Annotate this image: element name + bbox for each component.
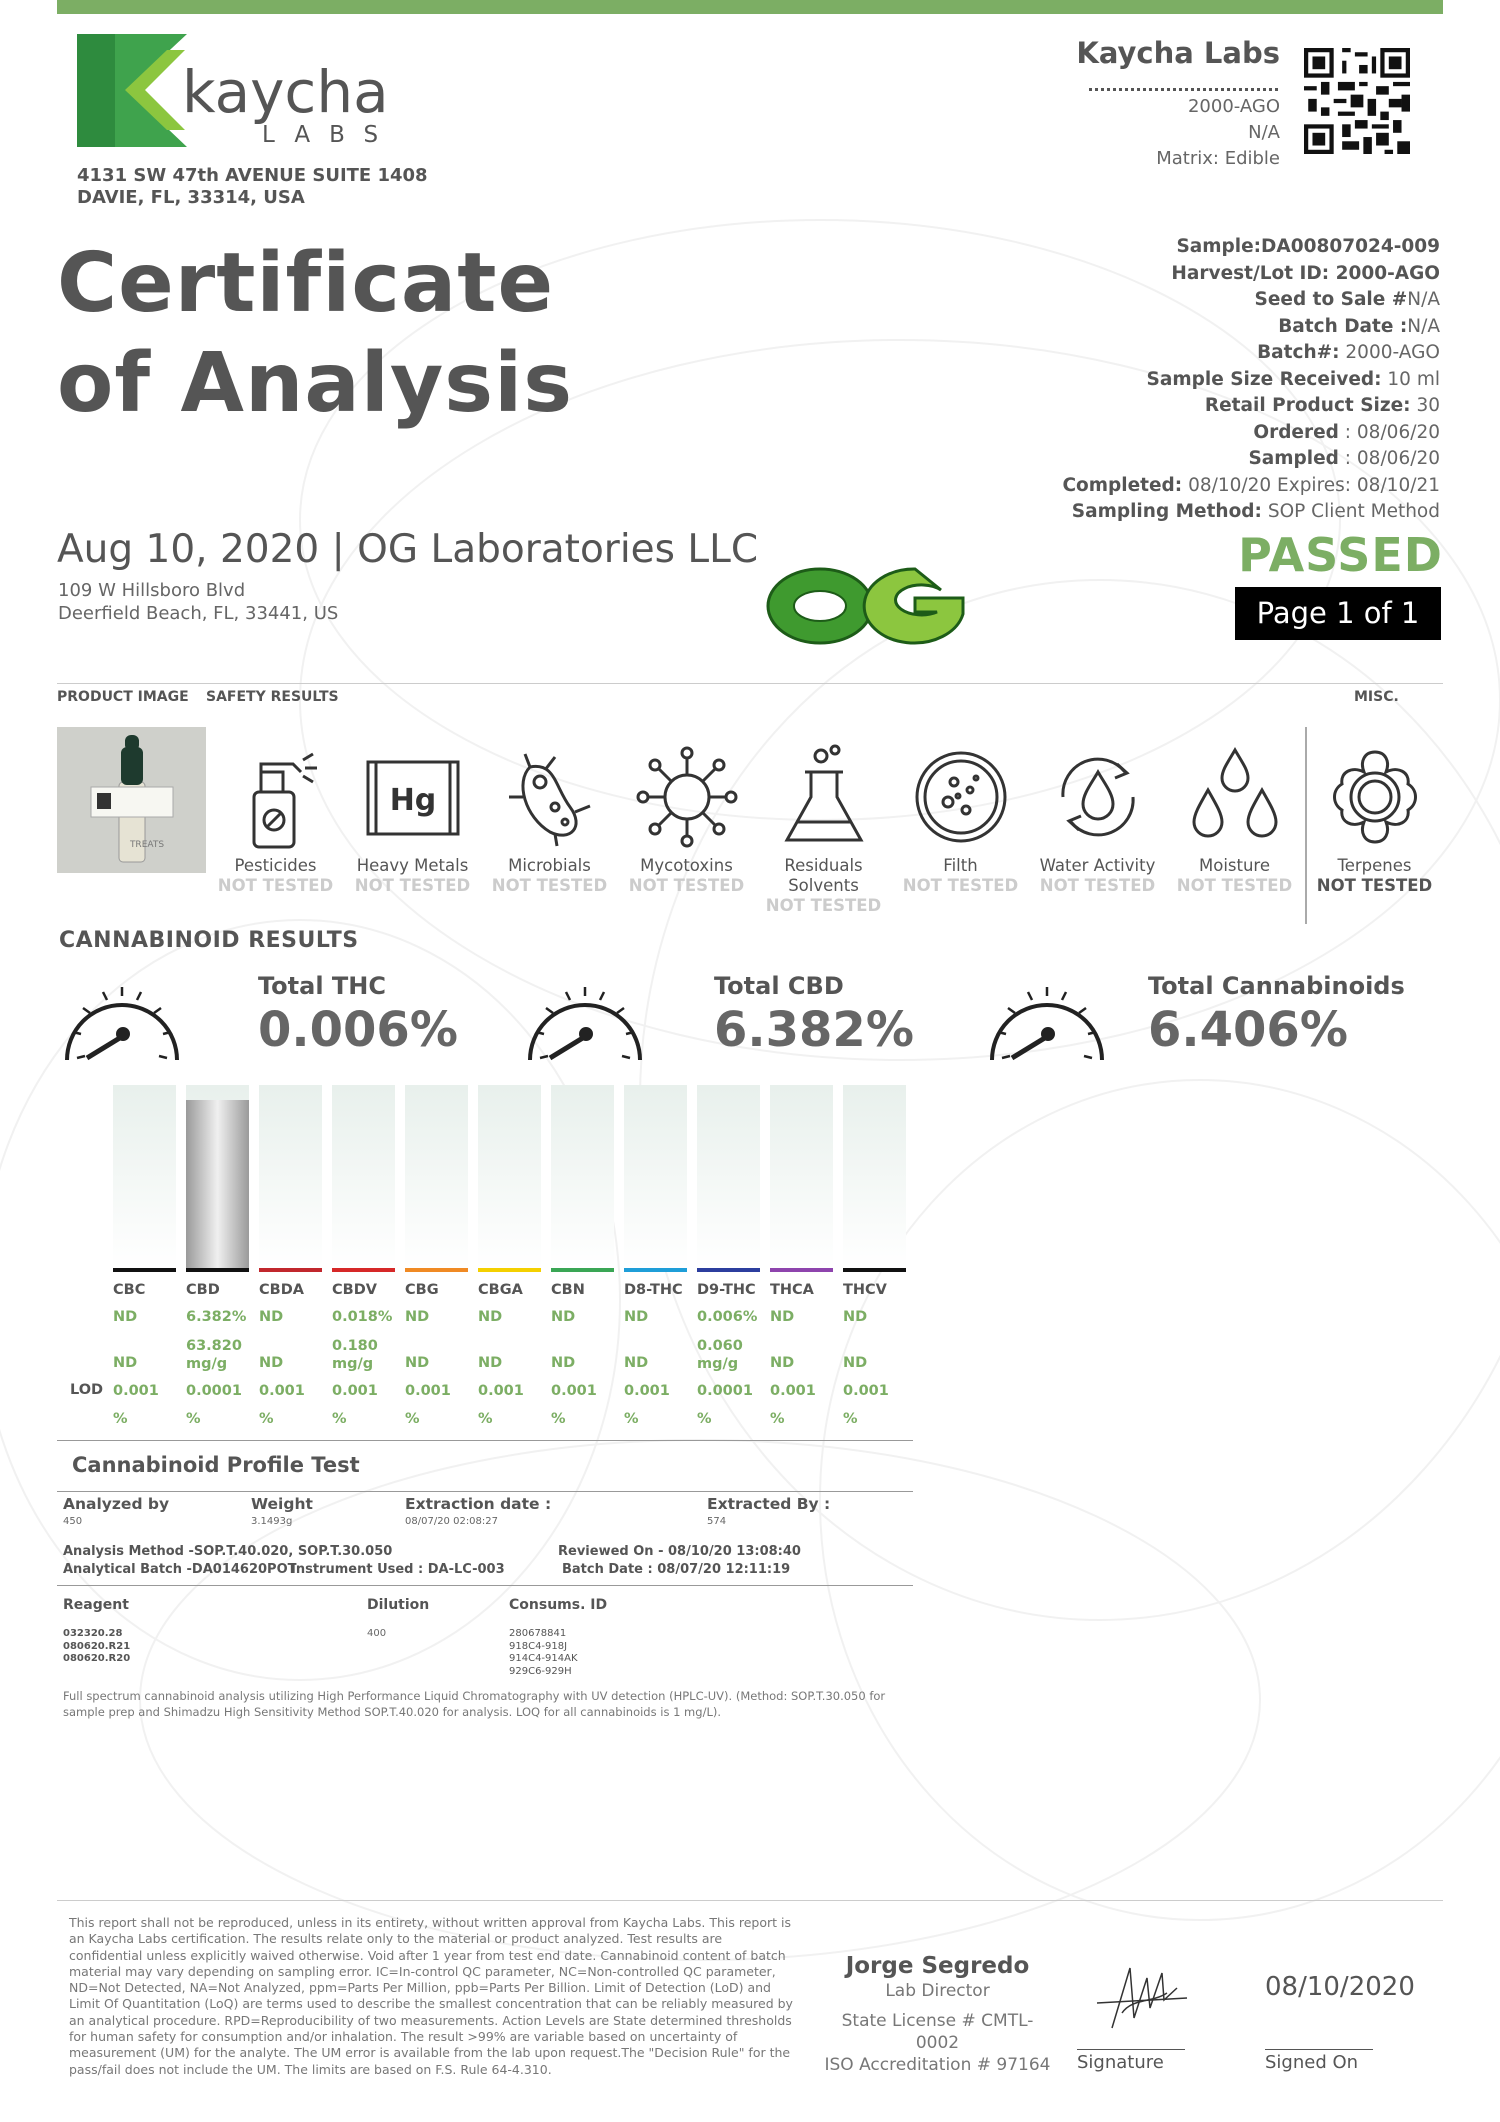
title-line2: of Analysis [57, 336, 574, 431]
lab-address-line2: DAVIE, FL, 33314, USA [77, 187, 305, 208]
analyzed-by-value: 450 [63, 1516, 83, 1527]
section-product-image-label: PRODUCT IMAGE [57, 689, 189, 705]
safety-heavy-metals-name: Heavy Metals [356, 856, 469, 875]
cannabinoid-percent: ND [113, 1309, 138, 1325]
cannabinoid-mg: ND [478, 1355, 503, 1371]
header-divider [1089, 88, 1278, 91]
cannabinoid-lod: 0.001 [113, 1383, 159, 1399]
bar-background [113, 1085, 176, 1268]
profile-title: Cannabinoid Profile Test [72, 1453, 360, 1477]
cannabinoid-percent: ND [551, 1309, 576, 1325]
safety-mycotoxins [618, 742, 755, 896]
cannabinoid-lod-unit: % [405, 1411, 420, 1427]
cannabinoid-percent: ND [259, 1309, 284, 1325]
kaycha-logo-icon [77, 34, 187, 147]
meta-seed-to-sale: Seed to Sale #N/A [1254, 289, 1440, 310]
safety-residuals-name: Residuals [784, 856, 863, 875]
logo-wordmark: kaycha [182, 58, 389, 126]
cannabinoid-mg: ND [843, 1355, 868, 1371]
bar-baseline [113, 1268, 176, 1272]
consums-item: 914C4-914AK [509, 1653, 578, 1664]
misc-terpenes-name: Terpenes [1337, 856, 1412, 875]
consums-item: 918C4-918J [509, 1640, 568, 1652]
product-image [57, 727, 206, 873]
safety-moisture-name: Moisture [1198, 856, 1270, 875]
consums-item: 929C6-929H [509, 1665, 572, 1677]
cannabinoid-lod: 0.001 [478, 1383, 524, 1399]
client-date-name: Aug 10, 2020 | OG Laboratories LLC [57, 527, 759, 572]
method-note: Full spectrum cannabinoid analysis utilizing High Performance Liquid Chromatography with UV detection (HPLC-UV). (Method: SOP.T.30.050 for sample prep and Shimadzu High Sensitivity Method SOP.T.40.020 for analysis. LOQ for all cannabinoids is 1 mg/L). [63, 1689, 886, 1719]
lod-label: LOD [70, 1382, 104, 1398]
sample-metadata [1062, 234, 1440, 526]
cannabinoid-lod-unit: % [843, 1411, 858, 1427]
client-address [58, 579, 338, 625]
petri-dish-icon [906, 742, 1016, 852]
bar-background [843, 1085, 906, 1268]
safety-water-activity-status: NOT TESTED [1039, 876, 1156, 895]
document-title [57, 234, 573, 434]
cannabinoid-percent: ND [843, 1309, 868, 1325]
cannabinoid-percent: 0.018% [332, 1309, 393, 1325]
disclaimer-text: This report shall not be reproduced, unless in its entirety, without written approval from Kaycha Labs. This report is an Kaycha Labs certification. The results relate only to the material or product analyzed. Test results are confidential unless explicitly waived otherwise. Void after 1 year from test end date. Cannabinoid content of batch material may vary depending on sampling error. IC=In-control QC parameter, NC=Non-controlled QC parameter, ND=Not Detected, NA=Not Analyzed, ppm=Parts Per Million, ppb=Parts Per Billion. Limit of Detection (LoD) and Limit Of Quantitation (LoQ) are terms used to describe the smallest concentration that can be reliably measured by an analytical procedure. RPD=Reproducibility of two measurements. Action Levels are State determined thresholds for human safety for consumption and/or inhalation. The result >99% are variable based on uncertainty of measurement (UM) for the analyte. The UM error is available from the lab upon request.The "Decision Rule" for the pass/fail does not include the UM. The limits are based on F.S. Rule 64-4.310. [69, 1915, 793, 2077]
extraction-date-label: Extraction date : [405, 1495, 552, 1513]
bar-fill [186, 1100, 249, 1268]
header-matrix: Matrix: Edible [1156, 148, 1280, 169]
signed-on-label: Signed On [1265, 2052, 1359, 2073]
gauge-icon [520, 970, 650, 1065]
svg-text:Hg: Hg [389, 783, 436, 818]
spray-bottle-icon [221, 742, 331, 852]
signer-role: Lab Director [885, 1981, 990, 2001]
water-drop-cycle-icon [1043, 742, 1153, 852]
bar-background [770, 1085, 833, 1268]
bar-baseline [697, 1268, 760, 1272]
dilution-label: Dilution [367, 1597, 430, 1613]
flower-icon [1320, 742, 1430, 852]
bar-baseline [624, 1268, 687, 1272]
cannabinoid-mg: ND [624, 1355, 649, 1371]
cannabinoid-mg: ND [551, 1355, 576, 1371]
signature-image [1092, 1958, 1192, 2038]
safety-heavy-metals [344, 742, 481, 896]
flask-icon [769, 742, 879, 852]
safety-pesticides-name: Pesticides [234, 856, 317, 875]
cannabinoid-lod: 0.001 [770, 1383, 816, 1399]
cannabinoid-percent: ND [405, 1309, 430, 1325]
reagent-item: 032320.28 [63, 1628, 123, 1639]
cannabinoid-mg-unit: mg/g [186, 1356, 228, 1372]
meta-batch-date: Batch Date :N/A [1278, 315, 1440, 337]
client-address-line1: 109 W Hillsboro Blvd [58, 580, 246, 601]
cannabinoid-name: D9-THC [697, 1282, 756, 1298]
bar-background [551, 1085, 614, 1268]
lab-address [77, 165, 428, 209]
cannabinoid-mg: 63.820 [186, 1338, 242, 1354]
status-badge: PASSED [1238, 528, 1443, 582]
cannabinoid-name: THCA [770, 1282, 814, 1298]
section-safety-results-label: SAFETY RESULTS [206, 689, 339, 705]
logo-subtext: LABS [262, 122, 398, 148]
bar-baseline [405, 1268, 468, 1272]
bar-baseline [843, 1268, 906, 1272]
safety-filth-name: Filth [943, 856, 978, 875]
bar-background [697, 1085, 760, 1268]
cannabinoid-lod: 0.001 [624, 1383, 670, 1399]
cannabinoid-percent: ND [624, 1309, 649, 1325]
reviewed-on: Reviewed On - 08/10/20 13:08:40 [558, 1544, 801, 1559]
cannabinoid-mg-unit: mg/g [697, 1356, 739, 1372]
cannabinoid-name: CBN [551, 1282, 585, 1298]
bar-background [259, 1085, 322, 1268]
cannabinoid-name: CBDA [259, 1282, 304, 1298]
analyzed-by-label: Analyzed by [63, 1495, 170, 1513]
analysis-method: Analysis Method -SOP.T.40.020, SOP.T.30.050 [63, 1544, 393, 1559]
instrument-used: Instrument Used : DA-LC-003 [291, 1562, 505, 1577]
consums-list [509, 1628, 578, 1678]
cannabinoid-lod-unit: % [551, 1411, 566, 1427]
meta-sample: Sample:DA00807024-009 [1176, 236, 1440, 257]
misc-terpenes-status: NOT TESTED [1316, 876, 1433, 895]
droplets-icon [1180, 742, 1290, 852]
extraction-date-value: 08/07/20 02:08:27 [405, 1516, 499, 1527]
qr-code-icon [1304, 48, 1410, 154]
signature-label: Signature [1077, 2052, 1164, 2073]
batch-date: Batch Date : 08/07/20 12:11:19 [562, 1562, 791, 1577]
state-license: State License # CMTL-0002 [841, 2011, 1034, 2053]
safety-water-activity [1029, 742, 1166, 896]
consums-item: 280678841 [509, 1628, 567, 1639]
cannabinoid-lod: 0.001 [332, 1383, 378, 1399]
cannabinoid-percent: 6.382% [186, 1309, 247, 1325]
section-divider [57, 683, 1443, 684]
cannabinoid-mg: ND [405, 1355, 430, 1371]
safety-pesticides-status: NOT TESTED [217, 876, 334, 895]
cannabinoid-name: CBGA [478, 1282, 523, 1298]
cannabinoid-lod-unit: % [186, 1411, 201, 1427]
top-accent-bar [57, 0, 1443, 14]
gauge-icon [982, 970, 1112, 1065]
signer-credentials [820, 2010, 1055, 2076]
safety-pesticides [207, 742, 344, 896]
cannabinoid-name: CBDV [332, 1282, 377, 1298]
header-batch: 2000-AGO [1187, 96, 1280, 117]
weight-value: 3.1493g [251, 1516, 293, 1527]
reagent-label: Reagent [63, 1597, 129, 1613]
bar-background [478, 1085, 541, 1268]
bar-baseline [259, 1268, 322, 1272]
cannabinoid-mg: ND [259, 1355, 284, 1371]
safety-microbials-status: NOT TESTED [491, 876, 608, 895]
total-thc-label: Total THC [258, 972, 386, 1000]
cannabinoid-mg-unit: mg/g [332, 1356, 374, 1372]
cannabinoid-name: D8-THC [624, 1282, 683, 1298]
profile-title-divider [57, 1491, 913, 1492]
cannabinoid-lod-unit: % [259, 1411, 274, 1427]
bar-background [405, 1085, 468, 1268]
bar-baseline [186, 1268, 249, 1272]
safety-microbials [481, 742, 618, 896]
header-lab-name: Kaycha Labs [1076, 36, 1280, 70]
cannabinoid-percent: 0.006% [697, 1309, 758, 1325]
cannabinoid-lod-unit: % [697, 1411, 712, 1427]
client-address-line2: Deerfield Beach, FL, 33441, US [58, 603, 339, 624]
dilution-value: 400 [367, 1628, 387, 1639]
extracted-by-value: 574 [707, 1516, 727, 1527]
og-logo-text: OG [765, 562, 767, 563]
bar-baseline [332, 1268, 395, 1272]
meta-harvest: Harvest/Lot ID: 2000-AGO [1171, 262, 1440, 284]
cannabinoid-percent: ND [478, 1309, 503, 1325]
product-label-text: TREATS [129, 840, 165, 850]
consums-label: Consums. ID [509, 1597, 608, 1613]
total-cannabinoids-value: 6.406% [1148, 1002, 1348, 1058]
safety-water-activity-name: Water Activity [1039, 856, 1156, 875]
reagent-divider [57, 1585, 913, 1586]
meta-sampling-method: Sampling Method: SOP Client Method [1071, 501, 1440, 522]
safety-mycotoxins-name: Mycotoxins [640, 856, 733, 875]
safety-microbials-name: Microbials [508, 856, 591, 875]
meta-sampled: Sampled : 08/06/20 [1248, 448, 1440, 469]
misc-terpenes [1306, 742, 1443, 896]
safety-mycotoxins-status: NOT TESTED [628, 876, 745, 895]
cannabinoid-name: CBC [113, 1282, 146, 1298]
section-misc-label: MISC. [1354, 689, 1399, 705]
meta-retail-size: Retail Product Size: 30 [1204, 395, 1440, 416]
total-cbd-value: 6.382% [714, 1002, 914, 1058]
reagent-item: 080620.R21 [63, 1640, 131, 1652]
cannabinoid-lod-unit: % [624, 1411, 639, 1427]
cannabinoid-mg: 0.060 [697, 1338, 743, 1354]
total-cannabinoids-label: Total Cannabinoids [1148, 972, 1405, 1000]
safety-residual-solvents-status: NOT TESTED [765, 896, 882, 915]
cannabinoid-name: CBD [186, 1282, 220, 1298]
meta-batch-number: Batch#: 2000-AGO [1257, 342, 1440, 363]
bacteria-icon [495, 742, 605, 852]
cannabinoid-lod: 0.001 [551, 1383, 597, 1399]
gauge-icon [57, 970, 187, 1065]
cannabinoid-lod: 0.001 [843, 1383, 889, 1399]
cannabinoid-lod: 0.001 [405, 1383, 451, 1399]
virus-icon [632, 742, 742, 852]
signer-name: Jorge Segredo [845, 1953, 1030, 1979]
og-logo-icon [765, 562, 970, 650]
cannabinoid-lod-unit: % [113, 1411, 128, 1427]
safety-heavy-metals-status: NOT TESTED [354, 876, 471, 895]
iso-accreditation: ISO Accreditation # 97164 [824, 2055, 1051, 2075]
extracted-by-label: Extracted By : [707, 1495, 831, 1513]
signed-date: 08/10/2020 [1265, 1972, 1415, 2002]
meta-ordered: Ordered : 08/06/20 [1253, 421, 1440, 443]
safety-moisture [1166, 742, 1303, 896]
cannabinoid-mg: 0.180 [332, 1338, 378, 1354]
safety-filth-status: NOT TESTED [902, 876, 1019, 895]
total-thc-value: 0.006% [258, 1002, 458, 1058]
cannabinoid-lod-unit: % [478, 1411, 493, 1427]
reagent-item: 080620.R20 [63, 1653, 131, 1664]
hg-icon [358, 742, 468, 852]
cannabinoid-lod: 0.0001 [186, 1383, 242, 1399]
cannabinoid-name: CBG [405, 1282, 439, 1298]
analytical-batch: Analytical Batch -DA014620POT [63, 1562, 297, 1577]
safety-solvents-name: Solvents [788, 876, 859, 895]
lab-address-line1: 4131 SW 47th AVENUE SUITE 1408 [77, 165, 428, 186]
weight-label: Weight [251, 1495, 313, 1513]
meta-completed: Completed: 08/10/20 Expires: 08/10/21 [1062, 474, 1440, 496]
safety-moisture-status: NOT TESTED [1176, 876, 1293, 895]
safety-residual-solvents [755, 742, 892, 916]
bar-background [624, 1085, 687, 1268]
cannabinoid-percent: ND [770, 1309, 795, 1325]
cannabinoid-lod-unit: % [332, 1411, 347, 1427]
title-line1: Certificate [57, 236, 555, 331]
total-cbd-label: Total CBD [714, 972, 844, 1000]
safety-filth [892, 742, 1029, 896]
profile-divider [57, 1440, 913, 1441]
bar-baseline [770, 1268, 833, 1272]
header-na: N/A [1248, 122, 1280, 143]
signature-line [1077, 2049, 1185, 2050]
reagent-list [63, 1628, 130, 1666]
cannabinoid-lod-unit: % [770, 1411, 785, 1427]
footer-divider [57, 1900, 1443, 1901]
cannabinoid-results-title: CANNABINOID RESULTS [59, 928, 359, 953]
page-indicator: Page 1 of 1 [1235, 587, 1441, 640]
signed-on-line [1265, 2049, 1373, 2050]
bar-baseline [478, 1268, 541, 1272]
meta-sample-size: Sample Size Received: 10 ml [1146, 368, 1440, 390]
cannabinoid-lod: 0.0001 [697, 1383, 753, 1399]
cannabinoid-mg: ND [113, 1355, 138, 1371]
bar-background [332, 1085, 395, 1268]
cannabinoid-lod: 0.001 [259, 1383, 305, 1399]
bar-baseline [551, 1268, 614, 1272]
cannabinoid-mg: ND [770, 1355, 795, 1371]
cannabinoid-name: THCV [843, 1282, 887, 1298]
